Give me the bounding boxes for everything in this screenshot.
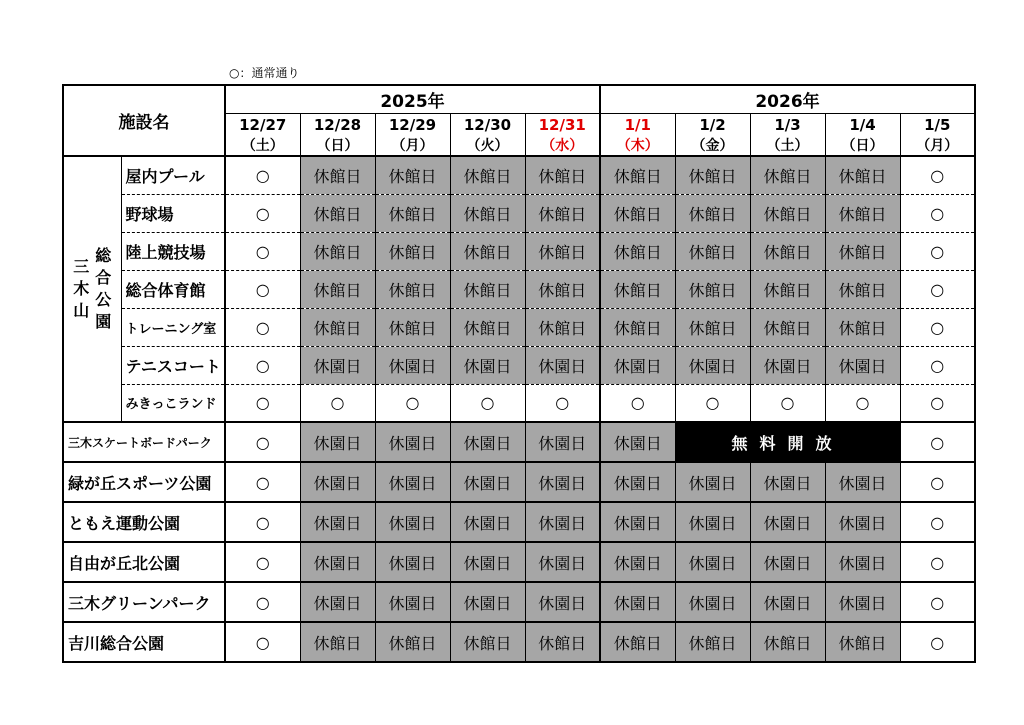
legend-note: ○：通常通り	[229, 66, 300, 80]
status-closed: 休館日	[750, 622, 825, 662]
status-closed: 休館日	[375, 156, 450, 194]
date-header: 12/27	[225, 114, 300, 136]
status-closed: 休館日	[300, 308, 375, 346]
facility-name: 屋内プール	[121, 156, 225, 194]
facility-name: みきっこランド	[121, 384, 225, 422]
status-closed: 休館日	[825, 156, 900, 194]
group-inner-label: 総合公園	[95, 246, 112, 331]
status-closed: 休園日	[600, 346, 675, 384]
weekday-header: （土）	[750, 135, 825, 156]
status-closed: 休園日	[450, 582, 525, 622]
status-open-icon: ○	[375, 384, 450, 422]
status-closed: 休園日	[525, 462, 600, 502]
weekday-header: （日）	[300, 135, 375, 156]
status-open-icon: ○	[225, 308, 300, 346]
status-closed: 休園日	[300, 462, 375, 502]
status-open-icon: ○	[225, 270, 300, 308]
status-closed: 休園日	[675, 462, 750, 502]
status-closed: 休館日	[300, 232, 375, 270]
status-closed: 休園日	[300, 502, 375, 542]
status-closed: 休館日	[825, 308, 900, 346]
facility-name: 野球場	[121, 194, 225, 232]
status-closed: 休館日	[600, 308, 675, 346]
facility-name: 自由が丘北公園	[63, 542, 225, 582]
status-closed: 休園日	[525, 346, 600, 384]
status-open-icon: ○	[900, 270, 975, 308]
weekday-header: （月）	[375, 135, 450, 156]
date-header: 12/28	[300, 114, 375, 136]
status-closed: 休館日	[525, 194, 600, 232]
status-closed: 休園日	[750, 462, 825, 502]
status-closed: 休園日	[825, 346, 900, 384]
status-closed: 休館日	[600, 622, 675, 662]
status-open-icon: ○	[900, 542, 975, 582]
status-closed: 休館日	[300, 156, 375, 194]
status-closed: 休館日	[750, 194, 825, 232]
status-closed: 休園日	[825, 582, 900, 622]
status-open-icon: ○	[225, 232, 300, 270]
status-open-icon: ○	[300, 384, 375, 422]
facility-name: 三木スケートボードパーク	[63, 422, 225, 462]
date-header: 1/5	[900, 114, 975, 136]
status-closed: 休園日	[450, 502, 525, 542]
status-closed: 休園日	[525, 422, 600, 462]
status-closed: 休館日	[525, 622, 600, 662]
status-closed: 休園日	[375, 422, 450, 462]
status-open-icon: ○	[225, 582, 300, 622]
status-closed: 休館日	[375, 308, 450, 346]
status-closed: 休館日	[675, 622, 750, 662]
facility-name: テニスコート	[121, 346, 225, 384]
status-open-icon: ○	[675, 384, 750, 422]
status-closed: 休館日	[300, 270, 375, 308]
status-closed: 休園日	[750, 542, 825, 582]
status-closed: 休館日	[450, 622, 525, 662]
status-closed: 休園日	[750, 502, 825, 542]
status-closed: 休園日	[525, 502, 600, 542]
status-closed: 休館日	[375, 232, 450, 270]
status-closed: 休館日	[600, 270, 675, 308]
status-closed: 休館日	[675, 270, 750, 308]
status-open-icon: ○	[900, 384, 975, 422]
date-header: 1/2	[675, 114, 750, 136]
status-closed: 休園日	[675, 502, 750, 542]
status-closed: 休園日	[450, 542, 525, 582]
status-closed: 休館日	[300, 194, 375, 232]
status-closed: 休館日	[300, 622, 375, 662]
facility-name: 三木グリーンパーク	[63, 582, 225, 622]
status-open-icon: ○	[900, 346, 975, 384]
table-row	[63, 270, 975, 308]
status-open-icon: ○	[825, 384, 900, 422]
status-closed: 休園日	[375, 502, 450, 542]
facility-name: 緑が丘スポーツ公園	[63, 462, 225, 502]
status-open-icon: ○	[900, 502, 975, 542]
status-closed: 休館日	[825, 194, 900, 232]
status-closed: 休館日	[525, 308, 600, 346]
status-open-icon: ○	[225, 422, 300, 462]
status-closed: 休館日	[375, 270, 450, 308]
status-open-icon: ○	[225, 346, 300, 384]
status-closed: 休館日	[675, 194, 750, 232]
status-closed: 休園日	[525, 582, 600, 622]
facility-name: 総合体育館	[121, 270, 225, 308]
facility-name: 吉川総合公園	[63, 622, 225, 662]
status-open-icon: ○	[225, 542, 300, 582]
status-closed: 休館日	[825, 270, 900, 308]
status-closed: 休園日	[300, 542, 375, 582]
weekday-header: （月）	[900, 135, 975, 156]
status-closed: 休館日	[525, 232, 600, 270]
status-open-icon: ○	[225, 622, 300, 662]
status-open-icon: ○	[225, 156, 300, 194]
status-closed: 休園日	[750, 346, 825, 384]
status-closed: 休園日	[600, 502, 675, 542]
status-closed: 休園日	[600, 582, 675, 622]
status-closed: 休園日	[825, 542, 900, 582]
status-open-icon: ○	[750, 384, 825, 422]
status-closed: 休園日	[450, 346, 525, 384]
status-closed: 休館日	[825, 622, 900, 662]
status-open-icon: ○	[525, 384, 600, 422]
status-open-icon: ○	[900, 582, 975, 622]
status-closed: 休園日	[600, 462, 675, 502]
date-header: 1/4	[825, 114, 900, 136]
status-closed: 休園日	[375, 542, 450, 582]
status-open-icon: ○	[225, 462, 300, 502]
weekday-header: （木）	[600, 135, 675, 156]
status-closed: 休館日	[525, 270, 600, 308]
table-row	[63, 622, 975, 662]
status-closed: 休館日	[450, 270, 525, 308]
status-closed: 休園日	[450, 462, 525, 502]
status-open-icon: ○	[450, 384, 525, 422]
status-closed: 休園日	[375, 582, 450, 622]
table-row	[63, 502, 975, 542]
table-row	[63, 462, 975, 502]
status-closed: 休園日	[600, 542, 675, 582]
table-row	[63, 582, 975, 622]
status-closed: 休館日	[375, 622, 450, 662]
table-row	[63, 346, 975, 384]
facility-name: 陸上競技場	[121, 232, 225, 270]
status-open-icon: ○	[600, 384, 675, 422]
status-open-icon: ○	[225, 502, 300, 542]
status-closed: 休園日	[825, 462, 900, 502]
status-closed: 休館日	[750, 232, 825, 270]
status-closed: 休館日	[375, 194, 450, 232]
status-open-icon: ○	[900, 462, 975, 502]
facility-name: トレーニング室	[121, 308, 225, 346]
status-closed: 休館日	[450, 232, 525, 270]
status-closed: 休園日	[825, 502, 900, 542]
status-closed: 休館日	[675, 308, 750, 346]
weekday-header: （火）	[450, 135, 525, 156]
status-open-icon: ○	[900, 422, 975, 462]
status-closed: 休館日	[675, 232, 750, 270]
status-closed: 休園日	[300, 422, 375, 462]
table-row	[63, 542, 975, 582]
status-closed: 休館日	[750, 156, 825, 194]
weekday-header: （金）	[675, 135, 750, 156]
status-open-icon: ○	[900, 622, 975, 662]
status-closed: 休園日	[675, 582, 750, 622]
status-closed: 休園日	[375, 346, 450, 384]
status-closed: 休園日	[450, 422, 525, 462]
status-open-icon: ○	[900, 308, 975, 346]
status-closed: 休館日	[600, 194, 675, 232]
status-closed: 休園日	[750, 582, 825, 622]
status-open-icon: ○	[900, 194, 975, 232]
table-row	[63, 422, 975, 462]
facility-name-header: 施設名	[63, 85, 225, 156]
status-closed: 休園日	[675, 542, 750, 582]
table-row	[63, 232, 975, 270]
date-header: 1/1	[600, 114, 675, 136]
status-open-icon: ○	[225, 384, 300, 422]
weekday-header: （日）	[825, 135, 900, 156]
date-header: 1/3	[750, 114, 825, 136]
weekday-header: （水）	[525, 135, 600, 156]
status-closed: 休園日	[375, 462, 450, 502]
status-closed: 休館日	[450, 308, 525, 346]
date-header: 12/30	[450, 114, 525, 136]
status-closed: 休館日	[750, 308, 825, 346]
status-closed: 休園日	[525, 542, 600, 582]
status-closed: 休園日	[600, 422, 675, 462]
table-row	[63, 384, 975, 422]
status-closed: 休館日	[750, 270, 825, 308]
schedule-table	[62, 84, 976, 663]
status-closed: 休園日	[300, 582, 375, 622]
status-open-icon: ○	[900, 232, 975, 270]
table-row	[63, 156, 975, 194]
status-closed: 休館日	[450, 194, 525, 232]
status-closed: 休館日	[675, 156, 750, 194]
table-row	[63, 308, 975, 346]
status-closed: 休園日	[300, 346, 375, 384]
group-outer-label: 三木山	[73, 257, 90, 320]
weekday-header: （土）	[225, 135, 300, 156]
free-open-badge: 無料開放	[675, 422, 900, 462]
date-header: 12/29	[375, 114, 450, 136]
status-closed: 休館日	[600, 232, 675, 270]
year-2026-header: 2026年	[600, 85, 975, 114]
status-open-icon: ○	[900, 156, 975, 194]
status-closed: 休館日	[525, 156, 600, 194]
status-open-icon: ○	[225, 194, 300, 232]
status-closed: 休園日	[675, 346, 750, 384]
table-row	[63, 194, 975, 232]
status-closed: 休館日	[450, 156, 525, 194]
facility-name: ともえ運動公園	[63, 502, 225, 542]
year-2025-header: 2025年	[225, 85, 600, 114]
group-label	[63, 156, 121, 422]
status-closed: 休館日	[600, 156, 675, 194]
date-header: 12/31	[525, 114, 600, 136]
status-closed: 休館日	[825, 232, 900, 270]
